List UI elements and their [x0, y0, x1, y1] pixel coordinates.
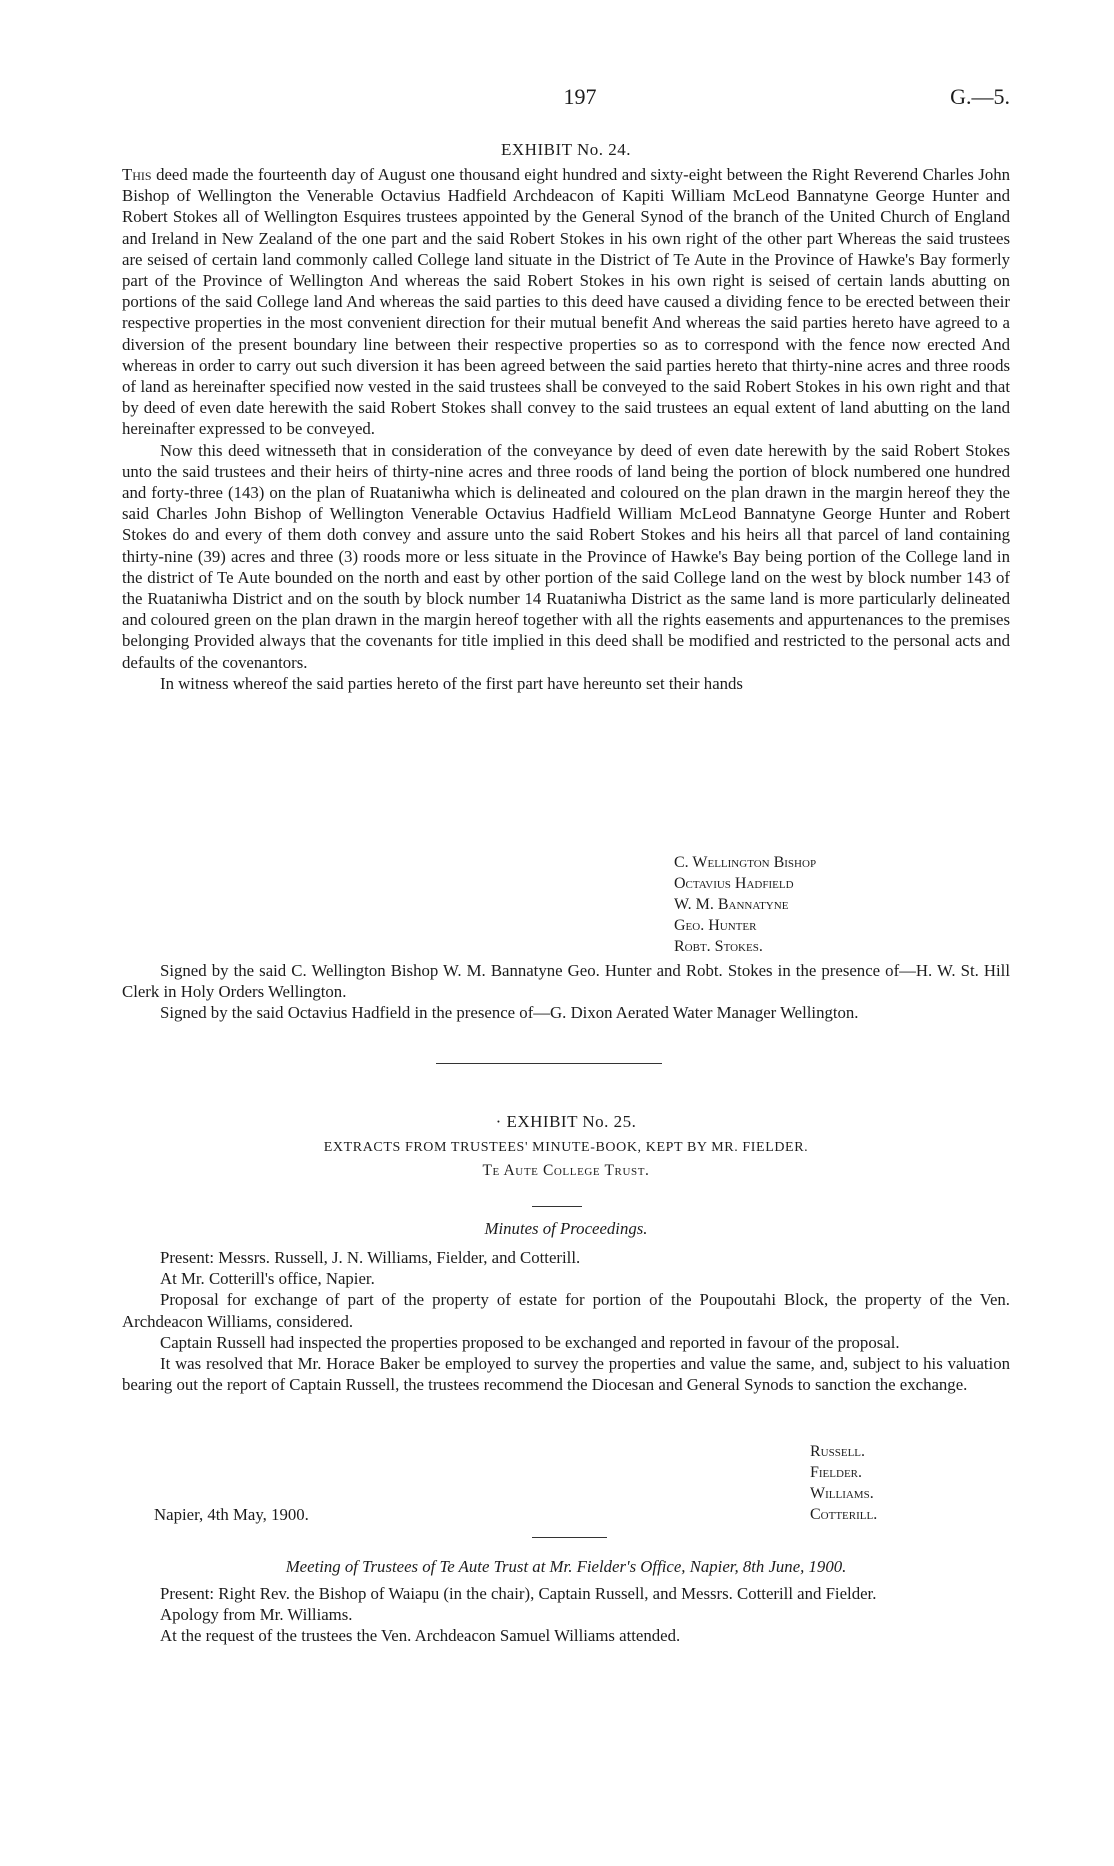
minutes-resolution: It was resolved that Mr. Horace Baker be employed to survey the properties and value the same, and, subject to his valuation bearing out the report of Captain Russell, the trustees recommend the Diocesan and General Synods to sanction the exchange.: [122, 1354, 1010, 1395]
minutes-proposal: Proposal for exchange of part of the property of estate for portion of the Poupoutahi Block, the property of the Ven. Archdeacon Williams, considered.: [122, 1290, 1010, 1331]
document-reference: G.—5.: [950, 84, 1010, 109]
trust-title: Te Aute College Trust.: [482, 1162, 650, 1179]
exhibit-24-heading: EXHIBIT No. 24.: [501, 140, 631, 159]
exhibit-24-paragraph-3: In witness whereof the said parties hereto of the first part have hereunto set their hands: [160, 673, 743, 693]
meeting-section: [122, 1557, 1010, 1647]
exhibit-24-paragraph-2: Now this deed witnesseth that in consideration of the conveyance by deed of even date herewith by the said Robert Stokes unto the said trustees and their heirs of thirty-nine acres and three roods of land being the portion of block numbered one hundred and forty-three (143) on the plan of Ruataniwha which is delineated and coloured on the plan drawn in the margin hereof they the said Charles John Bishop of Wellington Venerable Octavius Hadfield William McLeod Bannatyne George Hunter and Robert Stokes do and every of them doth convey and assure unto the said Robert Stokes and his heirs all that parcel of land containing thirty-nine (39) acres and three (3) roods more or less situate in the Province of Hawke's Bay being portion of the College land in the district of Te Aute bounded on the north and east by other portion of the said College land on the west by block number 143 of the Ruataniwha District and on the south by block number 14 Ruataniwha District as the same land is more particularly delineated and coloured green on the plan drawn in the margin hereof together with all the rights easements and appurtenances to the premises belonging Provided always that the covenants for title implied in this deed shall be modified and restricted to the personal acts and defaults of the covenantors.: [122, 440, 1010, 672]
signature-line: Williams.: [810, 1485, 874, 1502]
signature-line: W. M. Bannatyne: [674, 896, 789, 913]
place-date: Napier, 4th May, 1900.: [154, 1505, 309, 1524]
signature-line: Cotterill.: [810, 1506, 878, 1523]
meeting-title: Meeting of Trustees of Te Aute Trust at Mr. Fielder's Office, Napier, 8th June, 1900.: [285, 1557, 847, 1576]
meeting-apology: Apology from Mr. Williams.: [160, 1605, 353, 1625]
minutes-inspection: Captain Russell had inspected the properties proposed to be exchanged and reported in favour of the proposal.: [160, 1332, 900, 1352]
section-divider: [436, 1063, 662, 1064]
exhibit-24-paragraph-1: This deed made the fourteenth day of August one thousand eight hundred and sixty-eight between the Right Reverend Charles John Bishop of Wellington the Venerable Octavius Hadfield Archdeacon of Kapiti William McLeod Bannatyne George Hunter and Robert Stokes all of Wellington Esquires trustees appointed by the General Synod of the branch of the United Church of England and Ireland in New Zealand of the one part and the said Robert Stokes in his own right of the other part Whereas the said trustees are seised of certain land commonly called College land situate in the District of Te Aute in the Province of Hawke's Bay formerly part of the Province of Wellington And whereas the said Robert Stokes in his own right is seised of certain lands abutting on portions of the said College land And whereas the said parties to this deed have caused a dividing fence to be erected between their respective properties in the most convenient direction for their mutual benefit And whereas the said parties hereto have agreed to a diversion of the present boundary line between their respective properties so as to correspond with the fence now erected And whereas in order to carry out such diversion it has been agreed between the said parties hereto that thirty-nine acres and three roods of land as hereinafter specified now vested in the said trustees shall be conveyed to the said Robert Stokes in his own right and that by deed of even date herewith the said Robert Stokes shall convey to the said trustees an equal extent of land abutting on the land hereinafter expressed to be conveyed.: [122, 165, 1010, 439]
exhibit-25-heading: · EXHIBIT No. 25.: [495, 1112, 637, 1131]
attestation-2: Signed by the said Octavius Hadfield in the presence of—G. Dixon Aerated Water Manager Wellington.: [160, 1003, 859, 1023]
lead-word: This: [122, 165, 152, 184]
short-divider: [532, 1537, 607, 1538]
attestation-1: Signed by the said C. Wellington Bishop W. M. Bannatyne Geo. Hunter and Robt. Stokes in the presence of—H. W. St. Hill Clerk in Holy Orders Wellington.: [122, 961, 1010, 1002]
exhibit-25-subheading: EXTRACTS FROM TRUSTEES' MINUTE-BOOK, KEPT BY MR. FIELDER.: [323, 1140, 809, 1155]
signature-line: Robt. Stokes.: [674, 938, 763, 955]
signature-line: Octavius Hadfield: [674, 875, 794, 892]
exhibit-25-signatures: [810, 1441, 877, 1525]
exhibit-24-attestation: [122, 960, 1010, 1024]
exhibit-24-signatures: [674, 852, 816, 957]
short-divider: [532, 1206, 582, 1207]
meeting-present: Present: Right Rev. the Bishop of Waiapu (in the chair), Captain Russell, and Messrs. Cotterill and Fielder.: [160, 1584, 877, 1603]
signature-line: C. Wellington Bishop: [674, 854, 817, 871]
minutes-present: Present: Messrs. Russell, J. N. Williams, Fielder, and Cotterill.: [160, 1248, 581, 1267]
exhibit-24-section: [122, 140, 1010, 694]
meeting-attendance: At the request of the trustees the Ven. Archdeacon Samuel Williams attended.: [160, 1626, 681, 1646]
minutes-location: At Mr. Cotterill's office, Napier.: [160, 1269, 375, 1289]
minutes-section: [122, 1219, 1010, 1395]
signature-line: Geo. Hunter: [674, 917, 757, 934]
page-number: 197: [563, 84, 597, 109]
minutes-title: Minutes of Proceedings.: [484, 1219, 648, 1238]
signature-line: Fielder.: [810, 1464, 862, 1481]
signature-line: Russell.: [810, 1443, 866, 1460]
exhibit-25-section: [122, 1112, 1010, 1180]
